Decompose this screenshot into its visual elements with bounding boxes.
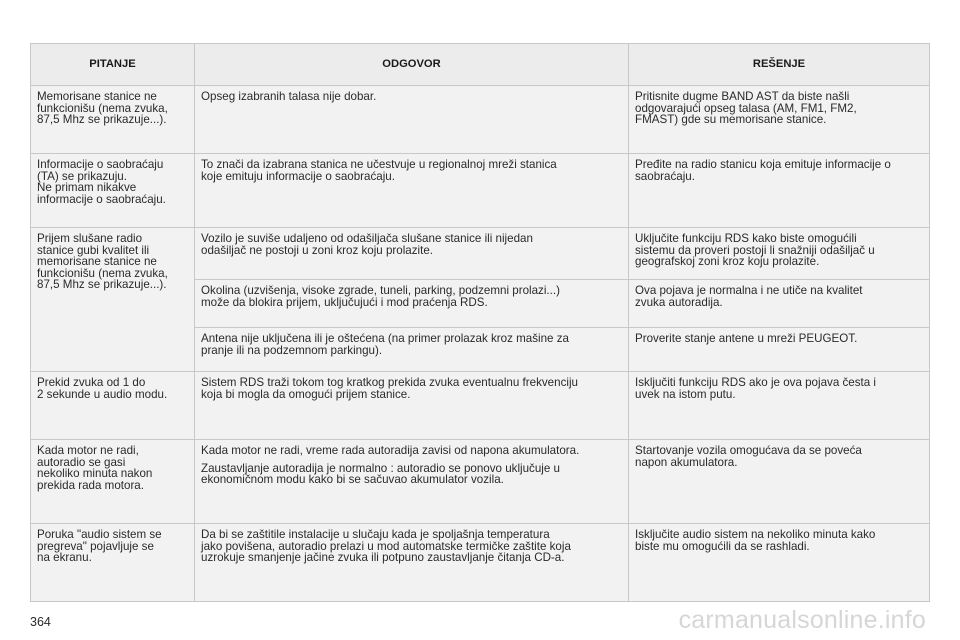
- answer-paragraph-2: Zaustavljanje autoradija je normalno : autoradio se ponovo uključuje u ekonomičnom modu kako bi se sačuvao akumulator vozila.: [201, 461, 560, 487]
- question-cell: Prijem slušane radio stanice gubi kvalitet ili memorisane stanice ne funkcionišu (nema zvuka, 87,5 Mhz se prikazuje...).: [31, 228, 195, 372]
- table-row: [31, 154, 930, 228]
- answer-cell: Antena nije uključena ili je oštećena (na primer prolazak kroz mašine za pranje ili na podzemnom parkingu).: [195, 328, 629, 372]
- header-answer: ODGOVOR: [195, 44, 629, 86]
- answer-cell: Okolina (uzvišenja, visoke zgrade, tuneli, parking, podzemni prolazi...) može da blokira prijem, uključujući i mod praćenja RDS.: [195, 280, 629, 328]
- answer-cell: Sistem RDS traži tokom tog kratkog prekida zvuka eventualnu frekvenciju koja bi mogla da omogući prijem stanice.: [195, 372, 629, 440]
- table-row: [31, 86, 930, 154]
- solution-cell: Isključite audio sistem na nekoliko minuta kako biste mu omogućili da se rashladi.: [629, 524, 930, 602]
- solution-cell: Ova pojava je normalna i ne utiče na kvalitet zvuka autoradija.: [629, 280, 930, 328]
- solution-cell: Proverite stanje antene u mreži PEUGEOT.: [629, 328, 930, 372]
- question-cell: Prekid zvuka od 1 do 2 sekunde u audio modu.: [31, 372, 195, 440]
- answer-cell: Opseg izabranih talasa nije dobar.: [195, 86, 629, 154]
- page-number: 364: [30, 615, 51, 629]
- table-header-row: [31, 44, 930, 86]
- troubleshooting-table: [30, 43, 930, 602]
- answer-cell: [195, 440, 629, 524]
- table-row: [31, 440, 930, 524]
- header-question: PITANJE: [31, 44, 195, 86]
- solution-cell: Startovanje vozila omogućava da se poveća napon akumulatora.: [629, 440, 930, 524]
- answer-cell: Vozilo je suviše udaljeno od odašiljača slušane stanice ili nijedan odašiljač ne postoji u zoni kroz koju prolazite.: [195, 228, 629, 280]
- solution-cell: Pritisnite dugme BAND AST da biste našli odgovarajući opseg talasa (AM, FM1, FM2, FMAST) gde su memorisane stanice.: [629, 86, 930, 154]
- question-cell: Poruka "audio sistem se pregreva" pojavljuje se na ekranu.: [31, 524, 195, 602]
- table-row: [31, 228, 930, 280]
- table-row: [31, 372, 930, 440]
- solution-cell: Isključiti funkciju RDS ako je ova pojava česta i uvek na istom putu.: [629, 372, 930, 440]
- question-cell: Memorisane stanice ne funkcionišu (nema zvuka, 87,5 Mhz se prikazuje...).: [31, 86, 195, 154]
- solution-cell: Pređite na radio stanicu koja emituje informacije o saobraćaju.: [629, 154, 930, 228]
- watermark: carmanualsonline.info: [678, 606, 926, 634]
- question-cell: Kada motor ne radi, autoradio se gasi nekoliko minuta nakon prekida rada motora.: [31, 440, 195, 524]
- solution-cell: Uključite funkciju RDS kako biste omogućili sistemu da proveri postoji li snažniji odašiljač u geografskoj zoni kroz koju prolazite.: [629, 228, 930, 280]
- answer-paragraph-1: Kada motor ne radi, vreme rada autoradija zavisi od napona akumulatora.: [201, 444, 580, 457]
- header-solution: REŠENJE: [629, 44, 930, 86]
- question-cell: Informacije o saobraćaju (TA) se prikazuju. Ne primam nikakve informacije o saobraćaju.: [31, 154, 195, 228]
- table-row: [31, 524, 930, 602]
- answer-cell: To znači da izabrana stanica ne učestvuje u regionalnoj mreži stanica koje emituju informacije o saobraćaju.: [195, 154, 629, 228]
- answer-cell: Da bi se zaštitile instalacije u slučaju kada je spoljašnja temperatura jako povišena, autoradio prelazi u mod automatske termičke zaštite koja uzrokuje smanjenje jačine zvuka ili potpuno zaustavljanje čitanja CD-a.: [195, 524, 629, 602]
